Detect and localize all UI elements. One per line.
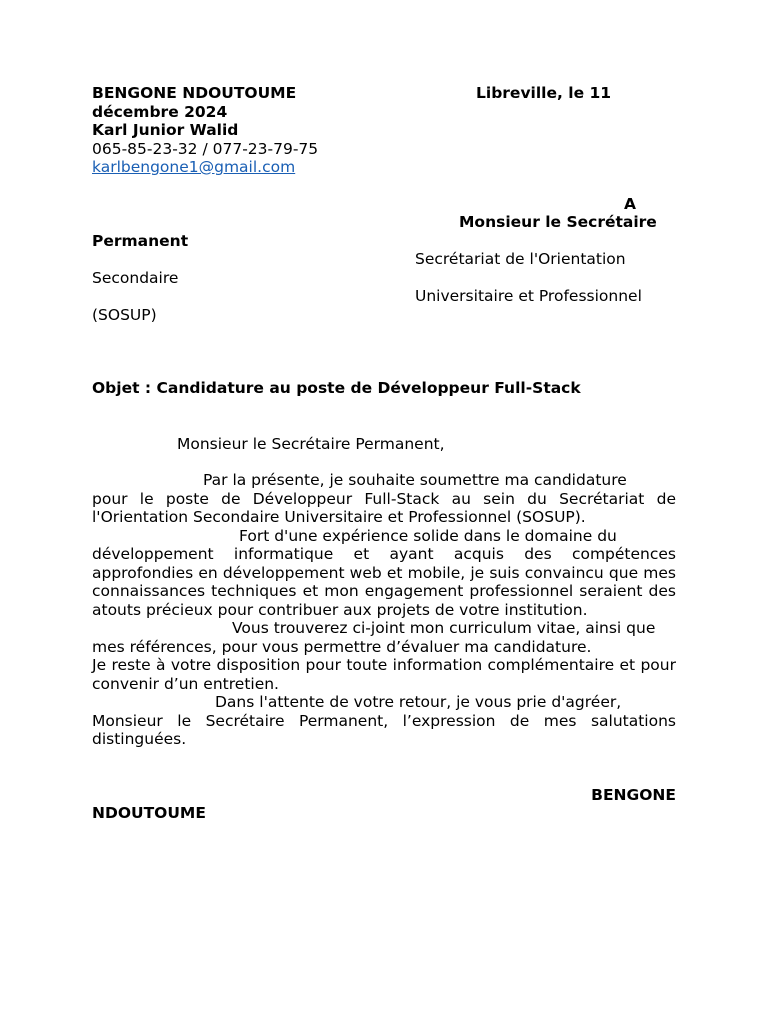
place-date-cont: décembre 2024 [92, 102, 228, 121]
sender-phones: 065-85-23-32 / 077-23-79-75 [92, 139, 319, 158]
paragraph-4: Je reste à votre disposition pour toute information complémentaire et pour convenir d’un entretien. [92, 656, 676, 693]
sender-email-link[interactable]: karlbengone1@gmail.com [92, 158, 296, 176]
paragraph-3: Vous trouverez ci-joint mon curriculum vitae, ainsi que mes références, pour vous permettre d’évaluer ma candidature. [92, 619, 656, 656]
letter-body [92, 471, 676, 749]
recipient-org-1-cont: Secondaire [92, 268, 179, 287]
sender-name: BENGONE NDOUTOUME [92, 84, 297, 102]
recipient-block [92, 195, 676, 325]
paragraph-2: Fort d'une expérience solide dans le domaine du développement informatique et ayant acquis des compétences approfondies en développement web et mobile, je suis convaincu que mes connaissances techniques et mon engagement professionnel seraient des atouts précieux pour contribuer aux projets de votre institution. [92, 526, 676, 619]
sender-name-2: Karl Junior Walid [92, 121, 239, 139]
sender-block [92, 84, 676, 177]
recipient-title: Monsieur le Secrétaire [459, 213, 657, 231]
signature-block [92, 786, 676, 823]
recipient-org-2: Universitaire et Professionnel [415, 287, 642, 305]
letter-object: Objet : Candidature au poste de Développeur Full-Stack [92, 379, 581, 397]
letter-page [92, 84, 676, 823]
recipient-org-1: Secrétariat de l'Orientation [415, 250, 626, 268]
paragraph-5: Dans l'attente de votre retour, je vous prie d'agréer, Monsieur le Secrétaire Permanent, l’expression de mes salutations distinguées. [92, 693, 676, 748]
recipient-org-2-cont: (SOSUP) [92, 305, 157, 324]
recipient-a: A [624, 194, 636, 213]
salutation: Monsieur le Secrétaire Permanent, [177, 434, 445, 453]
signature-name: BENGONE [591, 785, 676, 804]
signature-name-cont: NDOUTOUME [92, 804, 206, 822]
recipient-title-cont: Permanent [92, 231, 189, 250]
place-date: Libreville, le 11 [476, 84, 612, 102]
paragraph-1: Par la présente, je souhaite soumettre ma candidature pour le poste de Développeur Full-Stack au sein du Secrétariat de l'Orientation Secondaire Universitaire et Professionnel (SOSUP). [92, 471, 676, 526]
